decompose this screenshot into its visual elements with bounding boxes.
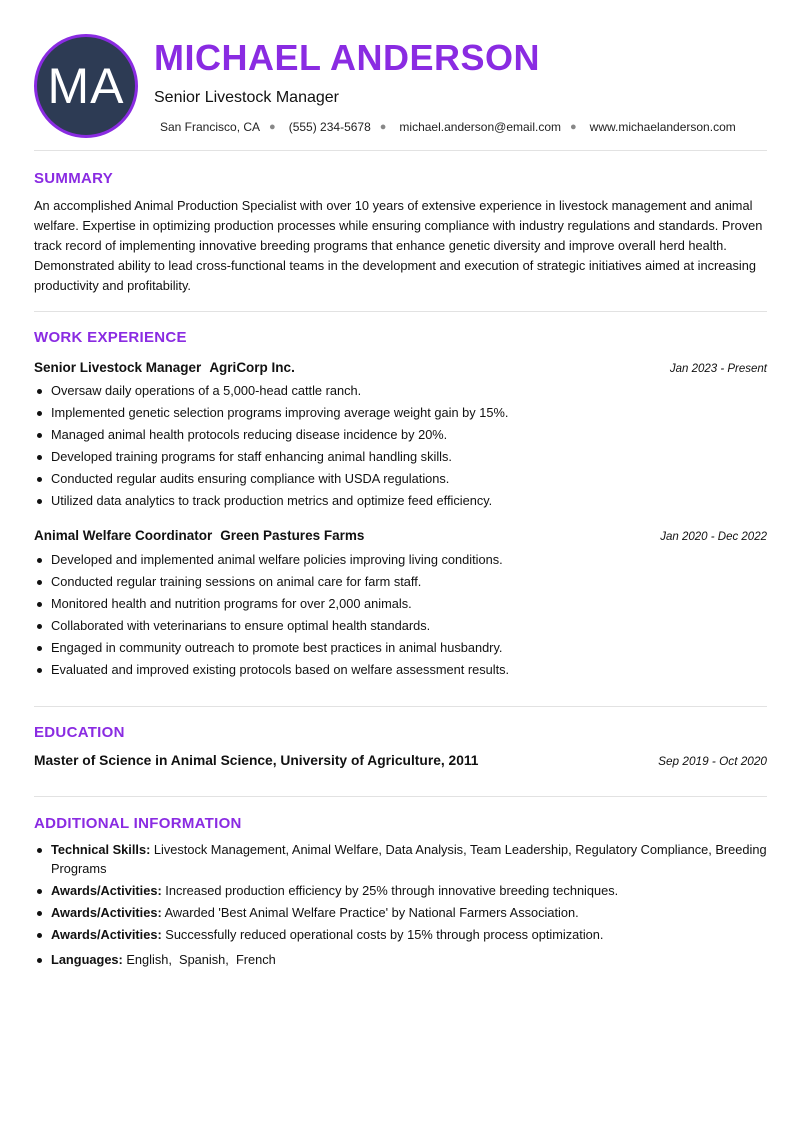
job-role: Animal Welfare Coordinator [34, 528, 213, 543]
job-role: Senior Livestock Manager [34, 360, 202, 375]
bullet-text: Managed animal health protocols reducing disease incidence by 20%. [51, 427, 448, 442]
list-item [34, 950, 767, 969]
education-row [34, 753, 767, 768]
additional-heading: ADDITIONAL INFORMATION [34, 815, 242, 832]
list-item [34, 402, 767, 424]
bullet-text: Conducted regular training sessions on animal care for farm staff. [51, 574, 422, 589]
bullet-text: Monitored health and nutrition programs for over 2,000 animals. [51, 596, 412, 611]
bullet-text: Utilized data analytics to track production metrics and optimize feed efficiency. [51, 493, 493, 508]
bullet-icon [37, 958, 42, 963]
bullet-icon [37, 624, 42, 629]
bullet-text: Engaged in community outreach to promote best practices in animal husbandry. [51, 640, 503, 655]
info-text: Awarded 'Best Animal Welfare Practice' by National Farmers Association. [164, 905, 579, 920]
list-item [34, 881, 767, 900]
summary-text: An accomplished Animal Production Specialist with over 10 years of extensive experience in livestock management and animal welfare. Expertise in optimizing production processes while ensuring compliance with industry regulations and standards. Proven track record of implementing innovative breeding programs that enhance genetic diversity and improve overall herd health. Demonstrated ability to lead cross-functional teams in the development and execution of strategic initiatives aimed at increasing productivity and profitability. [34, 198, 763, 293]
list-item [34, 593, 767, 615]
bullet-icon [37, 455, 42, 460]
bullet-icon [37, 889, 42, 894]
separator-dot-icon: ● [570, 121, 577, 133]
list-item [34, 380, 767, 402]
contact-email[interactable]: michael.anderson@email.com [399, 120, 562, 134]
bullet-icon [37, 389, 42, 394]
avatar-initials: MA [47, 58, 125, 114]
info-text: Livestock Management, Animal Welfare, Data Analysis, Team Leadership, Regulatory Compliance, Breeding Programs [51, 842, 767, 876]
info-label: Awards/Activities: [51, 883, 162, 898]
list-item [34, 637, 767, 659]
job-header-1 [34, 359, 767, 377]
list-item [34, 615, 767, 637]
resume-header [34, 0, 767, 150]
list-item [34, 549, 767, 571]
job-bullets-2 [34, 549, 767, 681]
summary-heading: SUMMARY [34, 170, 114, 187]
education-degree: Master of Science in Animal Science, University of Agriculture, 2011 [34, 753, 479, 768]
list-item [34, 446, 767, 468]
contact-row [160, 120, 736, 134]
bullet-icon [37, 499, 42, 504]
info-label: Awards/Activities: [51, 905, 162, 920]
bullet-text: Evaluated and improved existing protocols based on welfare assessment results. [51, 662, 510, 677]
separator-dot-icon: ● [379, 121, 387, 133]
bullet-text: Developed and implemented animal welfare policies improving living conditions. [51, 552, 503, 567]
bullet-icon [37, 668, 42, 673]
divider [34, 150, 767, 151]
additional-list [34, 840, 767, 972]
bullet-icon [37, 558, 42, 563]
education-dates: Sep 2019 - Oct 2020 [658, 754, 767, 768]
bullet-icon [37, 646, 42, 651]
education-heading: EDUCATION [34, 724, 125, 741]
info-label: Technical Skills: [51, 842, 151, 857]
divider [34, 796, 767, 797]
job-company: Green Pastures Farms [220, 528, 365, 543]
bullet-icon [37, 433, 42, 438]
bullet-text: Implemented genetic selection programs improving average weight gain by 15%. [51, 405, 509, 420]
separator-dot-icon: ● [269, 121, 276, 133]
bullet-icon [37, 933, 42, 938]
resume-page [34, 0, 767, 967]
list-item [34, 424, 767, 446]
bullet-icon [37, 602, 42, 607]
job-header-2 [34, 527, 767, 545]
job-company: AgriCorp Inc. [209, 360, 295, 375]
list-item [34, 659, 767, 681]
bullet-text: Oversaw daily operations of a 5,000-head cattle ranch. [51, 383, 362, 398]
bullet-icon [37, 848, 42, 853]
contact-phone: (555) 234-5678 [288, 120, 371, 134]
list-item [34, 490, 767, 512]
info-text: English, Spanish, French [126, 952, 276, 967]
bullet-icon [37, 411, 42, 416]
list-item [34, 925, 767, 944]
bullet-text: Collaborated with veterinarians to ensure optimal health standards. [51, 618, 431, 633]
experience-heading: WORK EXPERIENCE [34, 329, 187, 346]
info-text: Increased production efficiency by 25% through innovative breeding techniques. [165, 883, 619, 898]
contact-website[interactable]: www.michaelanderson.com [589, 120, 736, 134]
divider [34, 706, 767, 707]
info-label: Awards/Activities: [51, 927, 162, 942]
bullet-text: Conducted regular audits ensuring compliance with USDA regulations. [51, 471, 450, 486]
list-item [34, 903, 767, 922]
job-dates: Jan 2023 - Present [669, 363, 767, 375]
job-dates: Jan 2020 - Dec 2022 [660, 531, 767, 543]
bullet-icon [37, 911, 42, 916]
bullet-icon [37, 477, 42, 482]
contact-location: San Francisco, CA [160, 120, 261, 134]
divider [34, 311, 767, 312]
candidate-title: Senior Livestock Manager [154, 89, 339, 106]
job-bullets-1 [34, 380, 767, 512]
list-item [34, 468, 767, 490]
list-item [34, 840, 767, 878]
info-text: Successfully reduced operational costs by 15% through process optimization. [165, 927, 604, 942]
bullet-text: Developed training programs for staff enhancing animal handling skills. [51, 449, 452, 464]
list-item [34, 571, 767, 593]
info-label: Languages: [51, 952, 123, 967]
candidate-name: MICHAEL ANDERSON [154, 37, 541, 78]
bullet-icon [37, 580, 42, 585]
avatar [34, 34, 138, 138]
